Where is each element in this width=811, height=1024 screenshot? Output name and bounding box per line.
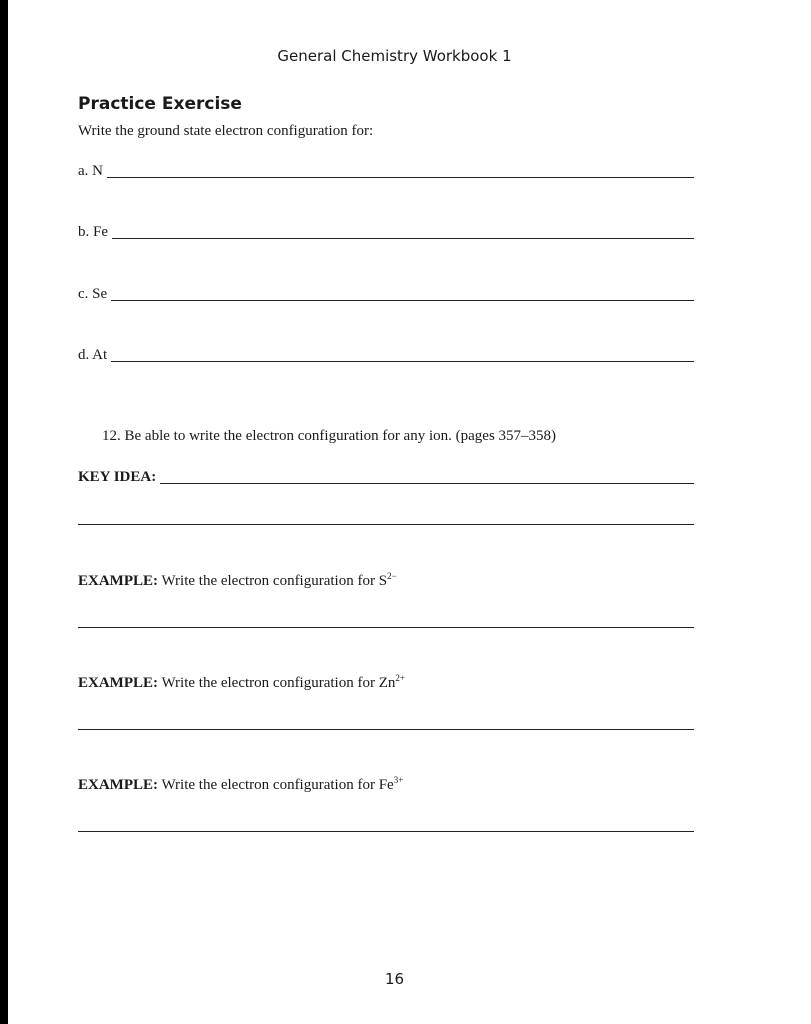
example-label: EXAMPLE: [78,777,158,793]
key-idea-row [78,466,694,486]
answer-line[interactable] [78,831,694,832]
answer-label: a. N [78,163,103,179]
section-title: Practice Exercise [78,94,242,114]
answer-line[interactable] [78,524,694,525]
answer-line[interactable] [111,360,694,362]
answer-row-a [78,160,694,180]
answer-row-c [78,283,694,303]
example-label: EXAMPLE: [78,573,158,589]
answer-line[interactable] [112,237,694,239]
example-2 [78,673,405,692]
page-header: General Chemistry Workbook 1 [277,47,512,65]
key-idea-label: KEY IDEA: [78,469,157,485]
answer-line[interactable] [78,627,694,628]
answer-line[interactable] [160,482,694,484]
workbook-page [8,0,811,1024]
answer-line[interactable] [111,299,694,301]
answer-label: d. At [78,347,108,363]
example-text: Write the electron configuration for Fe [161,777,394,793]
ion-charge: 3+ [393,775,404,785]
example-label: EXAMPLE: [78,675,158,691]
answer-line[interactable] [107,176,694,178]
page-number: 16 [384,970,405,988]
answer-label: b. Fe [78,224,108,240]
example-text: Write the electron configuration for Zn [161,675,396,691]
ion-charge: 2− [387,571,397,581]
item-12-text: 12. Be able to write the electron configuration for any ion. (pages 357–358) [102,428,557,444]
example-1 [78,571,397,590]
example-3 [78,775,403,794]
answer-line[interactable] [78,729,694,730]
example-text: Write the electron configuration for S [161,573,388,589]
answer-row-d [78,344,694,364]
answer-row-b [78,221,694,241]
ion-charge: 2+ [395,673,405,683]
instruction-text: Write the ground state electron configuration for: [78,123,374,139]
answer-label: c. Se [78,286,108,302]
